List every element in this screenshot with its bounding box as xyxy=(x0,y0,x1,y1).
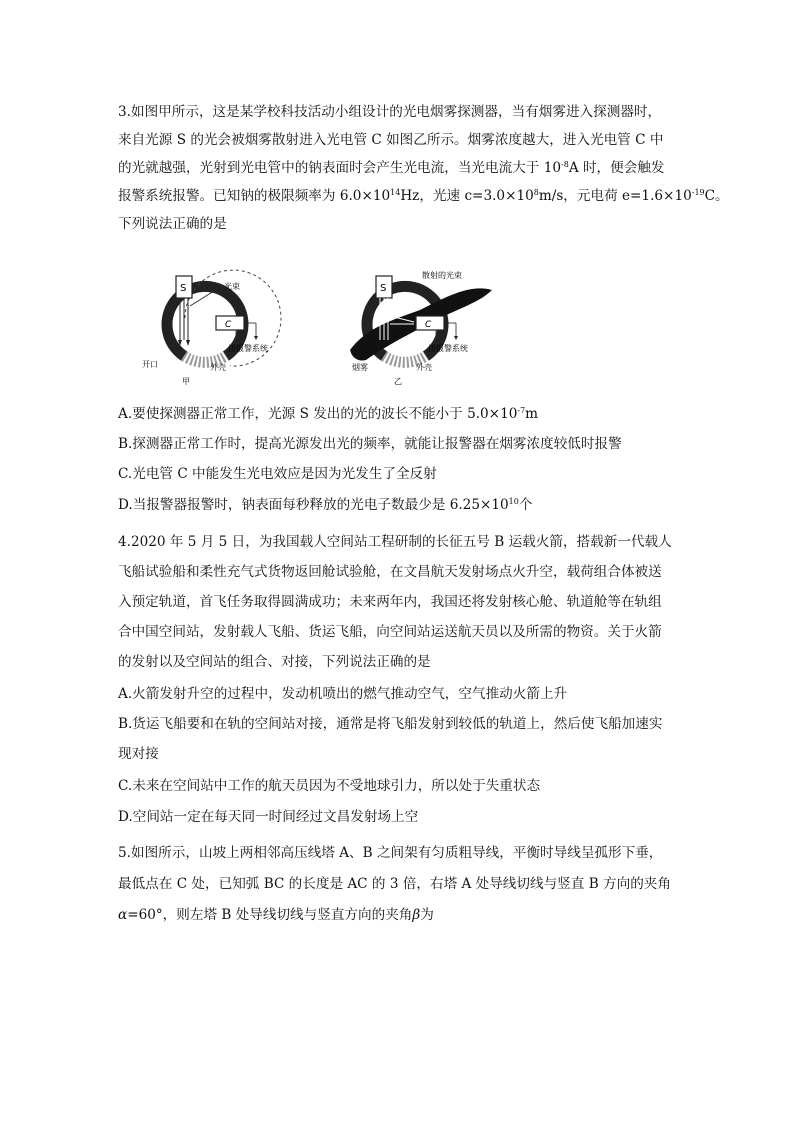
figure-left-caption: 甲 xyxy=(182,377,190,386)
q5-line-3 xyxy=(118,900,688,931)
q3-option-a-exponent: -7 xyxy=(517,406,526,415)
q4-line-5: 的发射以及空间站的组合、对接，下列说法正确的是 xyxy=(118,654,431,670)
left-opening-gap xyxy=(184,356,226,362)
left-opening-label: 开口 xyxy=(142,360,158,369)
alpha-symbol: α xyxy=(118,907,128,923)
left-wire-arrow xyxy=(254,336,258,340)
q4-line-1: 4.2020 年 5 月 5 日，为我国载人空间站工程研制的长征五号 B 运载火箭，搭载新一代载人 xyxy=(118,534,672,550)
q3-line-3-tail: A 时，便会触发 xyxy=(568,160,665,176)
smoke-detector-figure xyxy=(130,258,530,390)
figure-right-caption: 乙 xyxy=(394,377,402,386)
q5-line-3-mid: =60°，则左塔 B 处导线切线与竖直方向的夹角 xyxy=(127,907,413,923)
left-c-label: C xyxy=(225,320,232,330)
left-beam-arrow-2 xyxy=(186,340,190,346)
q3-option-d xyxy=(118,491,532,519)
figure-left-detector xyxy=(142,270,281,386)
q3-line-3 xyxy=(118,154,688,182)
right-alarm-label: 接报警系统 xyxy=(428,344,468,353)
right-beam-label: 散射的光束 xyxy=(422,271,462,280)
right-s-label: S xyxy=(380,283,387,294)
q4-option-b-line-1: B.货运飞船要和在轨的空间站对接，通常是将飞船发射到较低的轨道上，然后使飞船加速实 xyxy=(118,716,663,732)
q3-line-4-mid-2: m/s，元电荷 e=1.6×10 xyxy=(538,188,692,204)
q3-line-2: 来自光源 S 的光会被烟雾散射进入光电管 C 如图乙所示。烟雾浓度越大，进入光电管 C 中 xyxy=(118,132,664,148)
q4-line-4: 合中国空间站，发射载人飞船、货运飞船，向空间站运送航天员以及所需的物资。关于火箭 xyxy=(118,624,662,640)
q4-option-b-line-2: 现对接 xyxy=(118,746,159,762)
q4-line-2: 飞船试验船和柔性充气式货物返回舱试验舱，在文昌航天发射场点火升空，载荷组合体被送 xyxy=(118,564,662,580)
q3-line-3-text: 的光就越强，光射到光电管中的钠表面时会产生光电流，当光电流大于 10 xyxy=(118,160,562,176)
q3-line-4-text: 报警系统报警。已知钠的极限频率为 6.0×10 xyxy=(118,188,391,204)
q4-option-a: A.火箭发射升空的过程中，发动机喷出的燃气推动空气，空气推动火箭上升 xyxy=(118,686,568,702)
q3-line-4-exponent-1: 14 xyxy=(390,188,401,197)
q3-line-5: 下列说法正确的是 xyxy=(118,216,227,232)
question-4-stem xyxy=(118,527,688,677)
q3-line-1: 3.如图甲所示，这是某学校科技活动小组设计的光电烟雾探测器，当有烟雾进入探测器时， xyxy=(118,104,662,120)
q3-option-d-tail: 个 xyxy=(518,497,533,513)
left-alarm-label: 接报警系统 xyxy=(228,344,268,353)
right-c-label: C xyxy=(425,320,432,330)
q3-line-3-exponent: -8 xyxy=(561,160,569,169)
question-3-stem xyxy=(118,98,729,238)
left-s-label: S xyxy=(180,283,187,294)
q3-option-d-exponent: 10 xyxy=(508,497,519,506)
figure-right-detector xyxy=(350,270,492,386)
left-beam-label: 光束 xyxy=(224,282,240,291)
q3-line-4 xyxy=(118,182,729,210)
q3-line-4-exponent-3: -19 xyxy=(691,188,705,197)
q3-line-4-mid: Hz，光速 c=3.0×10 xyxy=(400,188,534,204)
q4-line-3: 入预定轨道，首飞任务取得圆满成功；未来两年内，我国还将发射核心舱、轨道舱等在轨组 xyxy=(118,594,662,610)
q3-option-a-text: A.要使探测器正常工作，光源 S 发出的光的波长不能小于 5.0×10 xyxy=(118,406,518,422)
q3-option-b: B.探测器正常工作时，提高光源发出光的频率，就能让报警器在烟雾浓度较低时报警 xyxy=(118,436,622,452)
q5-line-1: 5.如图所示，山坡上两相邻高压线塔 A、B 之间架有匀质粗导线，平衡时导线呈孤形下垂， xyxy=(118,845,663,861)
question-5-stem xyxy=(118,838,688,931)
beta-symbol: β xyxy=(412,907,421,923)
q3-line-4-tail: C。 xyxy=(704,188,729,204)
q3-option-c: C.光电管 C 中能发生光电效应是因为光发生了全反射 xyxy=(118,466,437,482)
q3-option-d-text: D.当报警器报警时，钠表面每秒释放的光电子数最少是 6.25×10 xyxy=(118,497,509,513)
q3-line-4-exponent-2: 8 xyxy=(533,188,539,197)
right-shell-label: 外壳 xyxy=(416,363,432,372)
q5-line-3-tail: 为 xyxy=(420,907,434,923)
q4-option-d: D.空间站一定在每天同一时间经过文昌发射场上空 xyxy=(118,809,419,825)
q3-option-a-tail: m xyxy=(525,406,539,422)
q5-line-2: 最低点在 C 处，已知弧 BC 的长度是 AC 的 3 倍，右塔 A 处导线切线与竖直 B 方向的夹角 xyxy=(118,876,671,892)
left-shell-label: 外壳 xyxy=(210,363,226,372)
right-opening-gap xyxy=(384,356,426,362)
right-wire-arrow xyxy=(454,336,458,340)
q3-option-a xyxy=(118,400,538,428)
q4-option-c: C.未来在空间站中工作的航天员因为不受地球引力，所以处于失重状态 xyxy=(118,778,541,794)
right-smoke-label: 烟雾 xyxy=(352,363,368,372)
